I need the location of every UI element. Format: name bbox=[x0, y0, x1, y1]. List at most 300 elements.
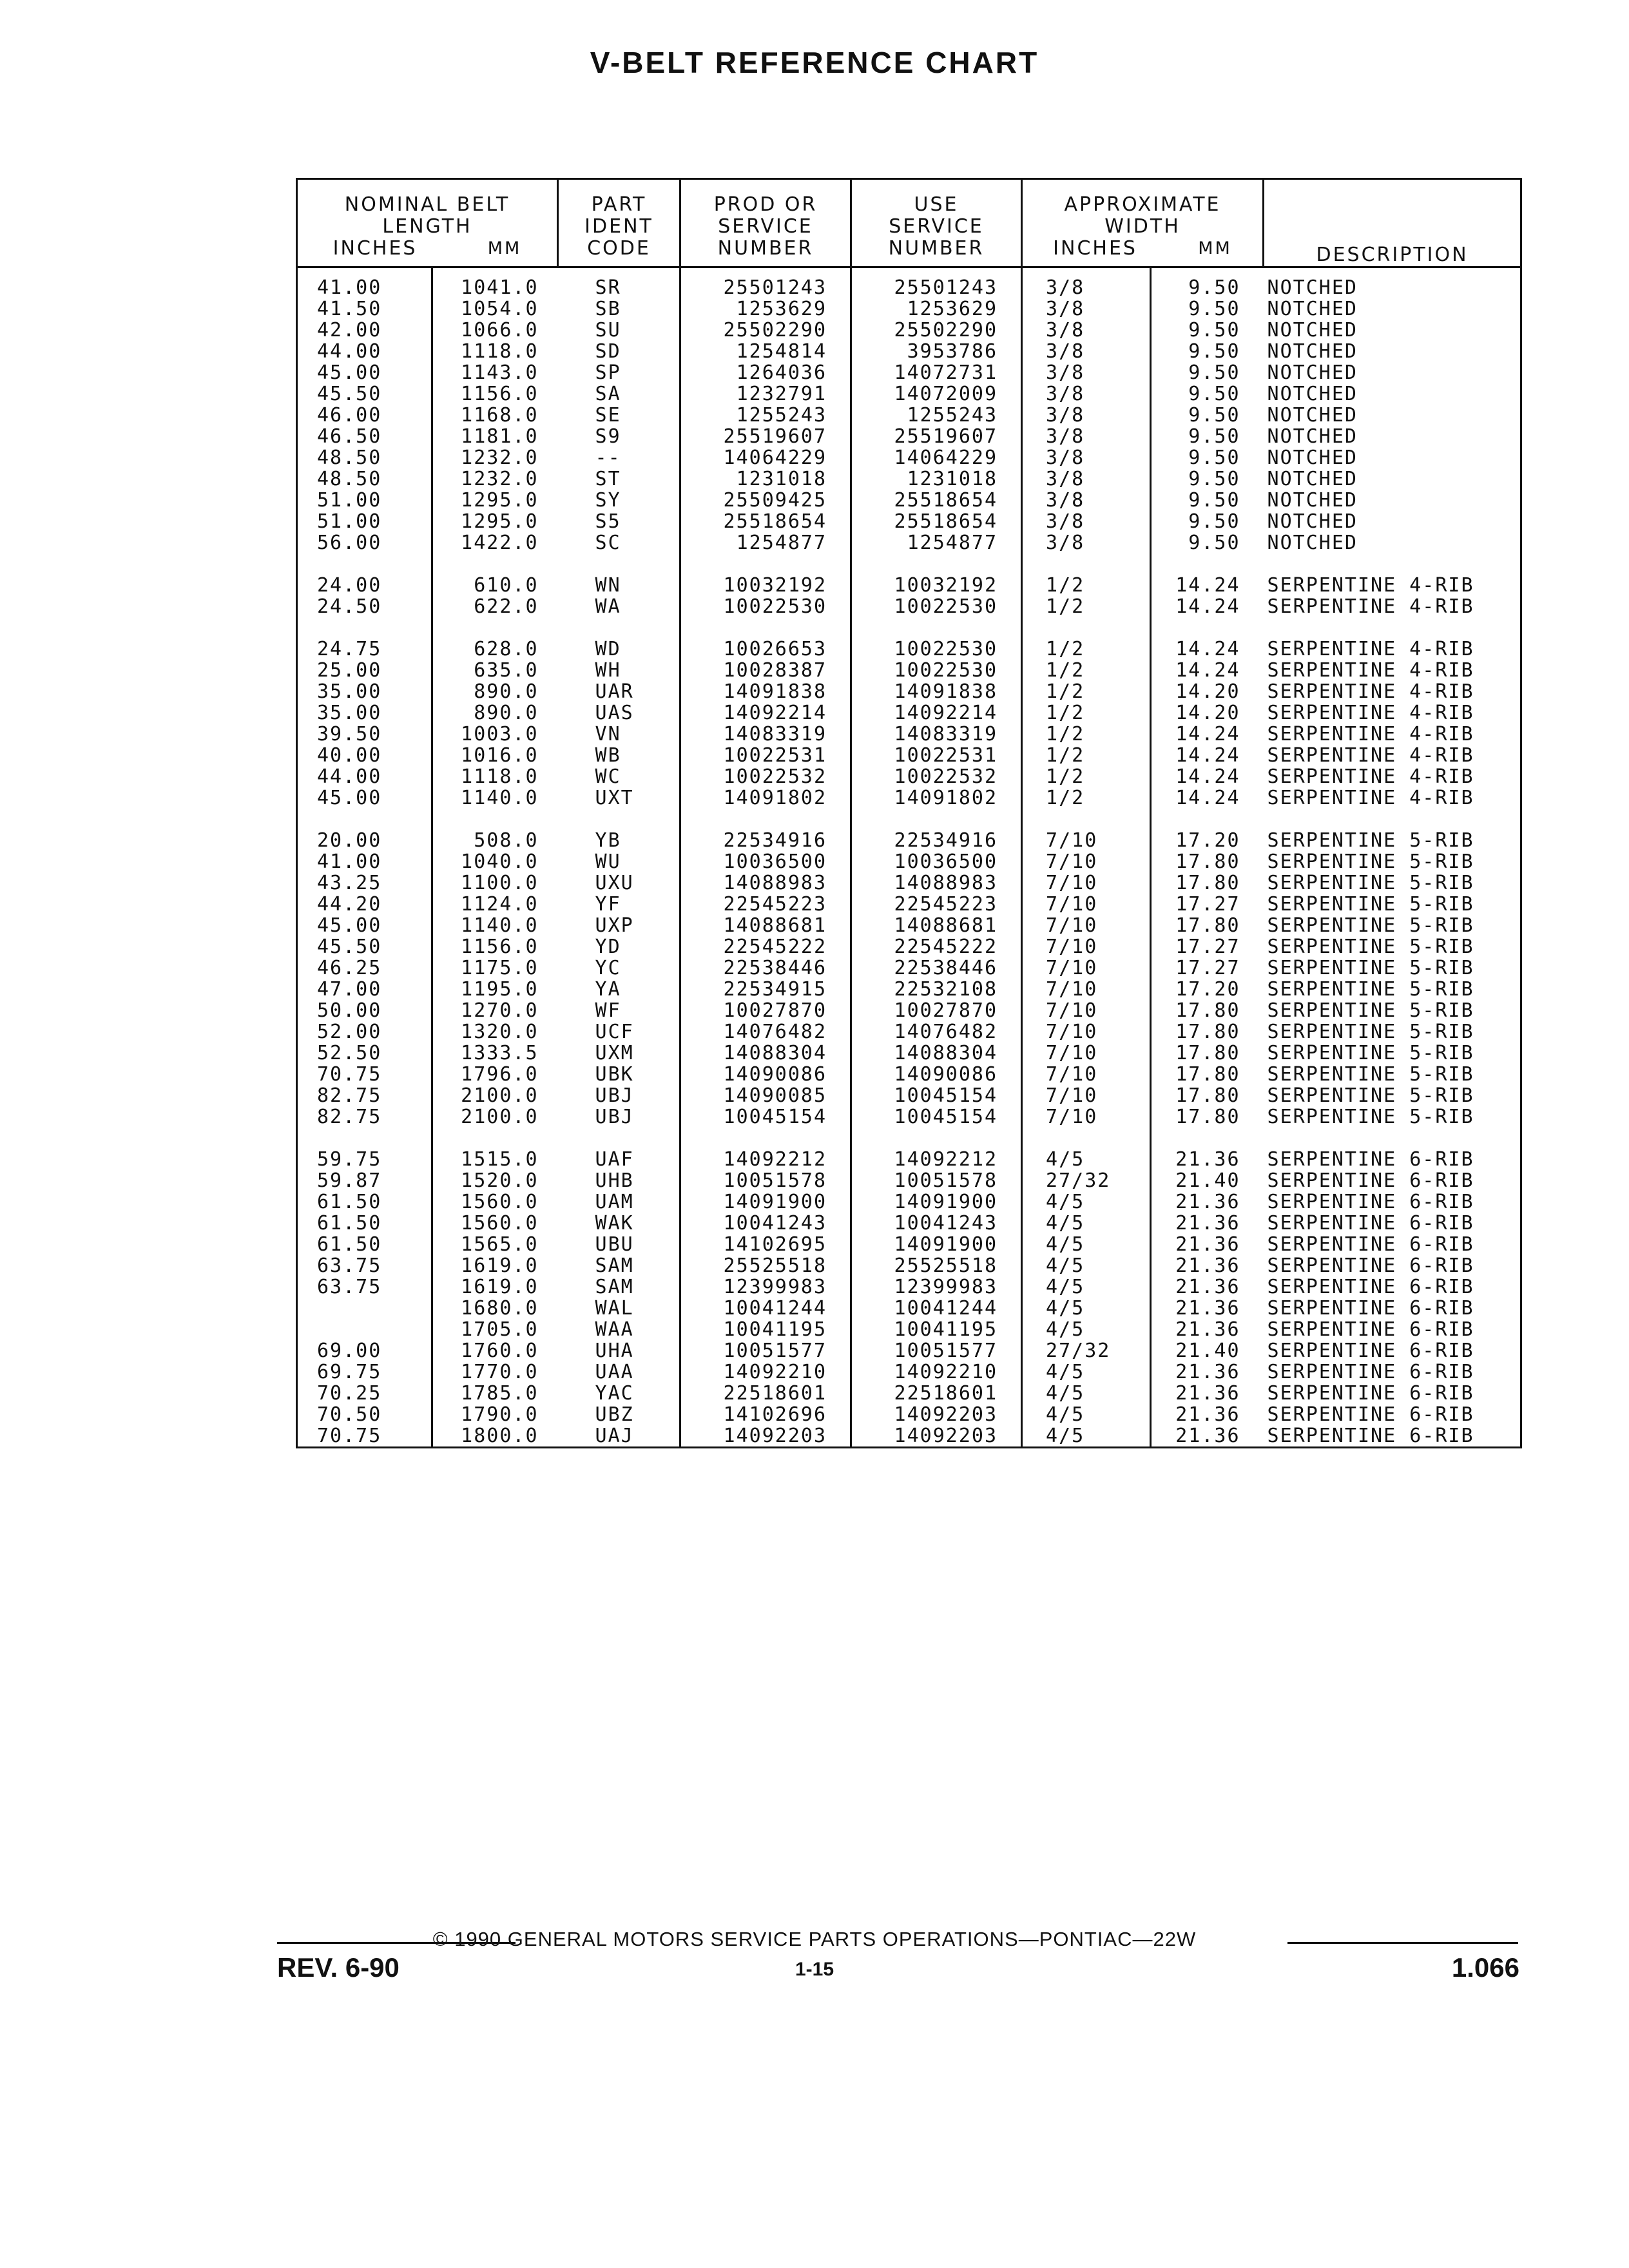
length-mm-cell: 1785.0 bbox=[461, 1383, 539, 1404]
length-inches-cell: 41.00 bbox=[297, 267, 432, 299]
use-number-cell: 14088304 bbox=[851, 1043, 1022, 1064]
prod-number-cell: 10041243 bbox=[680, 1213, 851, 1234]
description-cell: NOTCHED bbox=[1264, 532, 1521, 553]
description-cell: SERPENTINE 4-RIB bbox=[1264, 702, 1521, 724]
length-inches-cell: 52.00 bbox=[297, 1021, 432, 1043]
use-number-cell: 14090086 bbox=[851, 1064, 1022, 1085]
part-code-cell: YB bbox=[558, 830, 680, 851]
width-mm-cell: 14.24 bbox=[1175, 766, 1240, 787]
length-mm-cell: 1560.0 bbox=[461, 1213, 539, 1234]
width-mm-cell: 21.36 bbox=[1175, 1298, 1240, 1319]
width-inches-cell: 1/2 bbox=[1022, 702, 1151, 724]
width-mm-cell: 21.36 bbox=[1175, 1404, 1240, 1425]
header-label: MM bbox=[1198, 238, 1232, 258]
part-code-cell: WAK bbox=[558, 1213, 680, 1234]
table-row bbox=[297, 383, 1521, 405]
length-inches-cell: 46.25 bbox=[297, 957, 432, 979]
length-mm-cell: 1295.0 bbox=[461, 490, 539, 511]
length-mm-cell: 1320.0 bbox=[461, 1021, 539, 1043]
width-inches-cell: 1/2 bbox=[1022, 766, 1151, 787]
length-mm-cell: 1181.0 bbox=[461, 426, 539, 447]
prod-number-cell: 14083319 bbox=[680, 724, 851, 745]
table-row bbox=[297, 787, 1521, 809]
width-mm-cell: 21.36 bbox=[1175, 1425, 1240, 1447]
prod-number-cell: 14091838 bbox=[680, 681, 851, 702]
table-row bbox=[297, 1361, 1521, 1383]
prod-number-cell: 10028387 bbox=[680, 660, 851, 681]
use-number-cell: 25525518 bbox=[851, 1255, 1022, 1276]
length-mm-cell: 635.0 bbox=[474, 660, 539, 681]
description-cell: NOTCHED bbox=[1264, 447, 1521, 468]
width-inches-cell: 7/10 bbox=[1022, 1085, 1151, 1106]
description-cell: SERPENTINE 5-RIB bbox=[1264, 894, 1521, 915]
width-inches-cell: 7/10 bbox=[1022, 1021, 1151, 1043]
spacer-cell bbox=[680, 809, 851, 830]
part-code-cell: WAA bbox=[558, 1319, 680, 1340]
width-inches-cell: 4/5 bbox=[1022, 1425, 1151, 1448]
use-number-cell: 14092214 bbox=[851, 702, 1022, 724]
description-cell: SERPENTINE 5-RIB bbox=[1264, 851, 1521, 872]
header-label: NOMINAL BELT bbox=[344, 193, 510, 216]
width-inches-cell: 27/32 bbox=[1022, 1340, 1151, 1361]
description-cell: NOTCHED bbox=[1264, 468, 1521, 490]
length-mm-cell: 1066.0 bbox=[461, 320, 539, 341]
width-inches-cell: 1/2 bbox=[1022, 660, 1151, 681]
use-number-cell: 22538446 bbox=[851, 957, 1022, 979]
part-code-cell: UBK bbox=[558, 1064, 680, 1085]
length-inches-cell: 59.87 bbox=[297, 1170, 432, 1191]
length-inches-cell: 45.50 bbox=[297, 936, 432, 957]
table-row bbox=[297, 1383, 1521, 1404]
description-cell: SERPENTINE 5-RIB bbox=[1264, 872, 1521, 894]
table-row bbox=[297, 1043, 1521, 1064]
use-number-cell: 10022532 bbox=[851, 766, 1022, 787]
description-cell: SERPENTINE 6-RIB bbox=[1264, 1170, 1521, 1191]
table-row bbox=[297, 851, 1521, 872]
header-part-ident-code bbox=[558, 179, 680, 267]
use-number-cell: 22534916 bbox=[851, 830, 1022, 851]
width-mm-cell: 9.50 bbox=[1188, 320, 1240, 341]
prod-number-cell: 14088983 bbox=[680, 872, 851, 894]
use-number-cell: 10051577 bbox=[851, 1340, 1022, 1361]
table-row bbox=[297, 1021, 1521, 1043]
table-row bbox=[297, 1276, 1521, 1298]
width-inches-cell: 4/5 bbox=[1022, 1319, 1151, 1340]
use-number-cell: 14072009 bbox=[851, 383, 1022, 405]
part-code-cell: UAA bbox=[558, 1361, 680, 1383]
header-prod-service-number bbox=[680, 179, 851, 267]
part-code-cell: WA bbox=[558, 596, 680, 617]
length-mm-cell: 1016.0 bbox=[461, 745, 539, 766]
prod-number-cell: 10022530 bbox=[680, 596, 851, 617]
length-inches-cell: 45.00 bbox=[297, 362, 432, 383]
width-inches-cell: 1/2 bbox=[1022, 787, 1151, 809]
prod-number-cell: 14091900 bbox=[680, 1191, 851, 1213]
description-cell: NOTCHED bbox=[1264, 362, 1521, 383]
spacer-cell bbox=[432, 809, 558, 830]
spacer-cell bbox=[1264, 1128, 1521, 1149]
width-inches-cell: 7/10 bbox=[1022, 851, 1151, 872]
width-inches-cell: 3/8 bbox=[1022, 267, 1151, 299]
width-inches-cell: 7/10 bbox=[1022, 894, 1151, 915]
width-inches-cell: 7/10 bbox=[1022, 872, 1151, 894]
part-code-cell: UBU bbox=[558, 1234, 680, 1255]
length-inches-cell: 24.00 bbox=[297, 575, 432, 596]
length-mm-cell: 2100.0 bbox=[461, 1106, 539, 1128]
spacer-cell bbox=[1151, 553, 1264, 575]
length-inches-cell: 41.00 bbox=[297, 851, 432, 872]
prod-number-cell: 14092212 bbox=[680, 1149, 851, 1170]
length-mm-cell: 1619.0 bbox=[461, 1276, 539, 1298]
prod-number-cell: 12399983 bbox=[680, 1276, 851, 1298]
prod-number-cell: 14092214 bbox=[680, 702, 851, 724]
prod-number-cell: 22545223 bbox=[680, 894, 851, 915]
spacer-cell bbox=[851, 809, 1022, 830]
length-inches-cell: 51.00 bbox=[297, 511, 432, 532]
width-mm-cell: 21.36 bbox=[1175, 1213, 1240, 1234]
length-inches-cell: 52.50 bbox=[297, 1043, 432, 1064]
description-cell: SERPENTINE 4-RIB bbox=[1264, 575, 1521, 596]
use-number-cell: 14076482 bbox=[851, 1021, 1022, 1043]
length-inches-cell: 45.50 bbox=[297, 383, 432, 405]
length-inches-cell: 44.20 bbox=[297, 894, 432, 915]
part-code-cell: WN bbox=[558, 575, 680, 596]
width-mm-cell: 17.80 bbox=[1175, 1043, 1240, 1064]
part-code-cell: SC bbox=[558, 532, 680, 553]
description-cell: SERPENTINE 6-RIB bbox=[1264, 1404, 1521, 1425]
length-mm-cell: 1003.0 bbox=[461, 724, 539, 745]
width-mm-cell: 17.80 bbox=[1175, 1064, 1240, 1085]
description-cell: SERPENTINE 6-RIB bbox=[1264, 1298, 1521, 1319]
width-inches-cell: 3/8 bbox=[1022, 468, 1151, 490]
width-inches-cell: 1/2 bbox=[1022, 681, 1151, 702]
table-row bbox=[297, 936, 1521, 957]
use-number-cell: 12399983 bbox=[851, 1276, 1022, 1298]
width-inches-cell: 7/10 bbox=[1022, 936, 1151, 957]
length-inches-cell: 50.00 bbox=[297, 1000, 432, 1021]
spacer-cell bbox=[1022, 1128, 1151, 1149]
width-mm-cell: 21.36 bbox=[1175, 1234, 1240, 1255]
table-row bbox=[297, 1064, 1521, 1085]
width-mm-cell: 17.27 bbox=[1175, 894, 1240, 915]
width-mm-cell: 9.50 bbox=[1188, 426, 1240, 447]
width-mm-cell: 9.50 bbox=[1188, 276, 1240, 298]
width-inches-cell: 7/10 bbox=[1022, 915, 1151, 936]
description-cell: SERPENTINE 5-RIB bbox=[1264, 1064, 1521, 1085]
part-code-cell: WU bbox=[558, 851, 680, 872]
prod-number-cell: 25519607 bbox=[680, 426, 851, 447]
spacer-cell bbox=[558, 553, 680, 575]
width-inches-cell: 7/10 bbox=[1022, 830, 1151, 851]
table-row bbox=[297, 1404, 1521, 1425]
width-inches-cell: 3/8 bbox=[1022, 426, 1151, 447]
width-mm-cell: 21.36 bbox=[1175, 1383, 1240, 1404]
part-code-cell: UBZ bbox=[558, 1404, 680, 1425]
table-row bbox=[297, 341, 1521, 362]
length-inches-cell: 44.00 bbox=[297, 766, 432, 787]
width-mm-cell: 14.24 bbox=[1175, 787, 1240, 809]
use-number-cell: 14092203 bbox=[851, 1425, 1022, 1448]
description-cell: NOTCHED bbox=[1264, 298, 1521, 320]
prod-number-cell: 22538446 bbox=[680, 957, 851, 979]
prod-number-cell: 10036500 bbox=[680, 851, 851, 872]
part-code-cell: S9 bbox=[558, 426, 680, 447]
width-mm-cell: 21.40 bbox=[1175, 1340, 1240, 1361]
length-mm-cell: 890.0 bbox=[474, 702, 539, 724]
header-label: NUMBER bbox=[888, 237, 985, 260]
part-code-cell: UBJ bbox=[558, 1085, 680, 1106]
prod-number-cell: 10022532 bbox=[680, 766, 851, 787]
use-number-cell: 14092203 bbox=[851, 1404, 1022, 1425]
part-code-cell: WF bbox=[558, 1000, 680, 1021]
prod-number-cell: 1253629 bbox=[680, 298, 851, 320]
width-inches-cell: 1/2 bbox=[1022, 596, 1151, 617]
footer-page-number: 1-15 bbox=[795, 1959, 834, 1980]
use-number-cell: 25502290 bbox=[851, 320, 1022, 341]
header-label: DESCRIPTION bbox=[1316, 244, 1469, 266]
width-mm-cell: 9.50 bbox=[1188, 532, 1240, 553]
description-cell: NOTCHED bbox=[1264, 320, 1521, 341]
part-code-cell: UAS bbox=[558, 702, 680, 724]
header-label: SERVICE bbox=[718, 215, 813, 238]
description-cell: SERPENTINE 5-RIB bbox=[1264, 1043, 1521, 1064]
width-inches-cell: 3/8 bbox=[1022, 362, 1151, 383]
table-row bbox=[297, 575, 1521, 596]
header-description bbox=[1264, 179, 1521, 267]
prod-number-cell: 1232791 bbox=[680, 383, 851, 405]
prod-number-cell: 14064229 bbox=[680, 447, 851, 468]
spacer-cell bbox=[1151, 809, 1264, 830]
use-number-cell: 10022530 bbox=[851, 596, 1022, 617]
use-number-cell: 10022530 bbox=[851, 639, 1022, 660]
width-inches-cell: 7/10 bbox=[1022, 1106, 1151, 1128]
length-inches-cell: 46.00 bbox=[297, 405, 432, 426]
length-inches-cell: 63.75 bbox=[297, 1255, 432, 1276]
description-cell: SERPENTINE 5-RIB bbox=[1264, 979, 1521, 1000]
description-cell: SERPENTINE 4-RIB bbox=[1264, 787, 1521, 809]
width-inches-cell: 4/5 bbox=[1022, 1149, 1151, 1170]
width-inches-cell: 7/10 bbox=[1022, 979, 1151, 1000]
prod-number-cell: 10027870 bbox=[680, 1000, 851, 1021]
part-code-cell: SB bbox=[558, 298, 680, 320]
spacer-cell bbox=[297, 1128, 432, 1149]
width-mm-cell: 9.50 bbox=[1188, 341, 1240, 362]
width-mm-cell: 9.50 bbox=[1188, 383, 1240, 405]
length-inches-cell: 56.00 bbox=[297, 532, 432, 553]
width-mm-cell: 14.24 bbox=[1175, 745, 1240, 766]
length-inches-cell: 35.00 bbox=[297, 681, 432, 702]
spacer-cell bbox=[1264, 617, 1521, 639]
header-label: NUMBER bbox=[717, 237, 814, 260]
prod-number-cell: 25525518 bbox=[680, 1255, 851, 1276]
spacer-cell bbox=[432, 553, 558, 575]
width-mm-cell: 14.24 bbox=[1175, 660, 1240, 681]
width-mm-cell: 9.50 bbox=[1188, 362, 1240, 383]
width-mm-cell: 9.50 bbox=[1188, 447, 1240, 468]
group-spacer bbox=[297, 809, 1521, 830]
description-cell: NOTCHED bbox=[1264, 511, 1521, 532]
part-code-cell: -- bbox=[558, 447, 680, 468]
spacer-cell bbox=[558, 809, 680, 830]
width-inches-cell: 3/8 bbox=[1022, 320, 1151, 341]
length-mm-cell: 622.0 bbox=[474, 596, 539, 617]
use-number-cell: 22518601 bbox=[851, 1383, 1022, 1404]
use-number-cell: 3953786 bbox=[851, 341, 1022, 362]
width-mm-cell: 9.50 bbox=[1188, 298, 1240, 320]
spacer-cell bbox=[1022, 553, 1151, 575]
part-code-cell: WD bbox=[558, 639, 680, 660]
width-mm-cell: 17.80 bbox=[1175, 1106, 1240, 1128]
prod-number-cell: 14102695 bbox=[680, 1234, 851, 1255]
prod-number-cell: 10041195 bbox=[680, 1319, 851, 1340]
width-mm-cell: 14.20 bbox=[1175, 681, 1240, 702]
prod-number-cell: 10022531 bbox=[680, 745, 851, 766]
description-cell: SERPENTINE 6-RIB bbox=[1264, 1361, 1521, 1383]
spacer-cell bbox=[680, 1128, 851, 1149]
table-row bbox=[297, 298, 1521, 320]
use-number-cell: 14091802 bbox=[851, 787, 1022, 809]
prod-number-cell: 25501243 bbox=[680, 267, 851, 299]
spacer-cell bbox=[680, 553, 851, 575]
use-number-cell: 14091900 bbox=[851, 1234, 1022, 1255]
length-mm-cell: 1333.5 bbox=[461, 1043, 539, 1064]
prod-number-cell: 14090086 bbox=[680, 1064, 851, 1085]
table-row bbox=[297, 405, 1521, 426]
length-mm-cell: 1796.0 bbox=[461, 1064, 539, 1085]
length-inches-cell: 70.25 bbox=[297, 1383, 432, 1404]
use-number-cell: 14091838 bbox=[851, 681, 1022, 702]
header-label: PART bbox=[591, 193, 647, 216]
width-mm-cell: 17.80 bbox=[1175, 1000, 1240, 1021]
description-cell: SERPENTINE 6-RIB bbox=[1264, 1425, 1521, 1448]
description-cell: SERPENTINE 6-RIB bbox=[1264, 1383, 1521, 1404]
prod-number-cell: 10051577 bbox=[680, 1340, 851, 1361]
table-row bbox=[297, 1106, 1521, 1128]
width-mm-cell: 17.80 bbox=[1175, 872, 1240, 894]
width-mm-cell: 14.20 bbox=[1175, 702, 1240, 724]
length-inches-cell: 24.50 bbox=[297, 596, 432, 617]
description-cell: SERPENTINE 6-RIB bbox=[1264, 1213, 1521, 1234]
use-number-cell: 10045154 bbox=[851, 1106, 1022, 1128]
length-inches-cell: 82.75 bbox=[297, 1085, 432, 1106]
part-code-cell: UAJ bbox=[558, 1425, 680, 1448]
prod-number-cell: 14102696 bbox=[680, 1404, 851, 1425]
width-inches-cell: 27/32 bbox=[1022, 1170, 1151, 1191]
table-row bbox=[297, 724, 1521, 745]
footer-revision: REV. 6-90 bbox=[277, 1952, 400, 1983]
part-code-cell: VN bbox=[558, 724, 680, 745]
length-mm-cell: 1790.0 bbox=[461, 1404, 539, 1425]
description-cell: SERPENTINE 6-RIB bbox=[1264, 1319, 1521, 1340]
table-row bbox=[297, 490, 1521, 511]
table-row bbox=[297, 320, 1521, 341]
length-mm-cell: 1143.0 bbox=[461, 362, 539, 383]
description-cell: NOTCHED bbox=[1264, 490, 1521, 511]
length-mm-cell: 1118.0 bbox=[461, 766, 539, 787]
length-mm-cell: 1760.0 bbox=[461, 1340, 539, 1361]
width-inches-cell: 3/8 bbox=[1022, 490, 1151, 511]
part-code-cell: UXP bbox=[558, 915, 680, 936]
width-inches-cell: 4/5 bbox=[1022, 1213, 1151, 1234]
part-code-cell: SA bbox=[558, 383, 680, 405]
length-inches-cell: 59.75 bbox=[297, 1149, 432, 1170]
length-mm-cell: 1175.0 bbox=[461, 957, 539, 979]
length-mm-cell: 1168.0 bbox=[461, 405, 539, 426]
use-number-cell: 1231018 bbox=[851, 468, 1022, 490]
length-inches-cell: 70.75 bbox=[297, 1425, 432, 1448]
header-label: IDENT bbox=[584, 215, 653, 238]
description-cell: SERPENTINE 6-RIB bbox=[1264, 1191, 1521, 1213]
table-row bbox=[297, 362, 1521, 383]
length-mm-cell: 610.0 bbox=[474, 575, 539, 596]
length-inches-cell: 41.50 bbox=[297, 298, 432, 320]
width-inches-cell: 7/10 bbox=[1022, 1043, 1151, 1064]
width-mm-cell: 17.80 bbox=[1175, 1021, 1240, 1043]
table-row bbox=[297, 894, 1521, 915]
part-code-cell: YC bbox=[558, 957, 680, 979]
length-mm-cell: 1232.0 bbox=[461, 447, 539, 468]
width-inches-cell: 1/2 bbox=[1022, 745, 1151, 766]
width-mm-cell: 17.80 bbox=[1175, 915, 1240, 936]
table-row bbox=[297, 1191, 1521, 1213]
length-mm-cell: 1565.0 bbox=[461, 1234, 539, 1255]
prod-number-cell: 22518601 bbox=[680, 1383, 851, 1404]
length-inches-cell: 48.50 bbox=[297, 468, 432, 490]
table-row bbox=[297, 1340, 1521, 1361]
table-row bbox=[297, 596, 1521, 617]
length-inches-cell: 63.75 bbox=[297, 1276, 432, 1298]
use-number-cell: 10022530 bbox=[851, 660, 1022, 681]
part-code-cell: YA bbox=[558, 979, 680, 1000]
prod-number-cell: 14090085 bbox=[680, 1085, 851, 1106]
group-spacer bbox=[297, 1128, 1521, 1149]
footer-copyright: © 1990 GENERAL MOTORS SERVICE PARTS OPERATIONS—PONTIAC—22W bbox=[432, 1928, 1197, 1950]
width-inches-cell: 7/10 bbox=[1022, 1000, 1151, 1021]
table-row bbox=[297, 915, 1521, 936]
header-use-service-number bbox=[851, 179, 1022, 267]
use-number-cell: 1255243 bbox=[851, 405, 1022, 426]
spacer-cell bbox=[297, 617, 432, 639]
use-number-cell: 1253629 bbox=[851, 298, 1022, 320]
prod-number-cell: 1254814 bbox=[680, 341, 851, 362]
prod-number-cell: 1231018 bbox=[680, 468, 851, 490]
description-cell: SERPENTINE 4-RIB bbox=[1264, 660, 1521, 681]
table-row bbox=[297, 1170, 1521, 1191]
spacer-cell bbox=[851, 617, 1022, 639]
length-mm-cell: 1619.0 bbox=[461, 1255, 539, 1276]
length-inches-cell: 43.25 bbox=[297, 872, 432, 894]
length-mm-cell: 1100.0 bbox=[461, 872, 539, 894]
width-mm-cell: 9.50 bbox=[1188, 490, 1240, 511]
prod-number-cell: 22534916 bbox=[680, 830, 851, 851]
part-code-cell: UHB bbox=[558, 1170, 680, 1191]
use-number-cell: 14088681 bbox=[851, 915, 1022, 936]
width-inches-cell: 4/5 bbox=[1022, 1404, 1151, 1425]
length-mm-cell: 1520.0 bbox=[461, 1170, 539, 1191]
use-number-cell: 22545223 bbox=[851, 894, 1022, 915]
length-mm-cell: 1705.0 bbox=[461, 1319, 539, 1340]
spacer-cell bbox=[1022, 809, 1151, 830]
prod-number-cell: 25502290 bbox=[680, 320, 851, 341]
part-code-cell: UXM bbox=[558, 1043, 680, 1064]
length-inches-cell: 70.50 bbox=[297, 1404, 432, 1425]
width-inches-cell: 1/2 bbox=[1022, 575, 1151, 596]
length-mm-cell: 1515.0 bbox=[461, 1149, 539, 1170]
spacer-cell bbox=[558, 1128, 680, 1149]
spacer-cell bbox=[1022, 617, 1151, 639]
use-number-cell: 10041243 bbox=[851, 1213, 1022, 1234]
description-cell: NOTCHED bbox=[1264, 267, 1521, 299]
